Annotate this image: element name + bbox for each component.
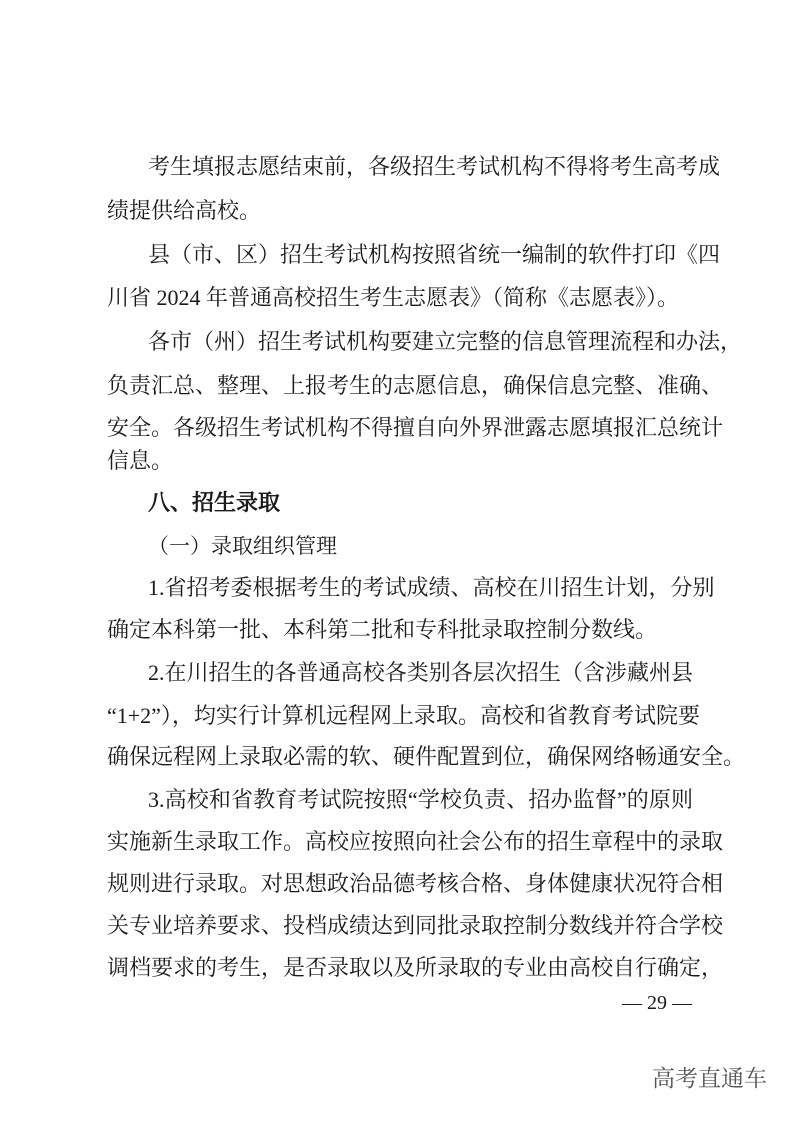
paragraph-line: 川省 2024 年普通高校招生考生志愿表》（简称《志愿表》）。 bbox=[107, 285, 680, 310]
paragraph-line: 安全。各级招生考试机构不得擅自向外界泄露志愿填报汇总统计 bbox=[107, 415, 724, 440]
paragraph-line: 信息。 bbox=[107, 448, 174, 473]
paragraph-line: 负责汇总、整理、上报考生的志愿信息，确保信息完整、准确、 bbox=[107, 373, 724, 398]
item-line: 实施新生录取工作。高校应按照向社会公布的招生章程中的录取 bbox=[107, 829, 724, 854]
paragraph-line: 各市（州）招生考试机构要建立完整的信息管理流程和办法， bbox=[148, 329, 743, 354]
paragraph-line: 考生填报志愿结束前，各级招生考试机构不得将考生高考成 bbox=[148, 154, 721, 179]
item-line: 规则进行录取。对思想政治品德考核合格、身体健康状况符合相 bbox=[107, 871, 724, 896]
item-line: 确定本科第一批、本科第二批和专科批录取控制分数线。 bbox=[107, 617, 658, 642]
item-line: 关专业培养要求、投档成绩达到同批录取控制分数线并符合学校 bbox=[107, 913, 724, 938]
section-heading: 八、招生录取 bbox=[148, 491, 281, 516]
paragraph-line: 县（市、区）招生考试机构按照省统一编制的软件打印《四 bbox=[148, 242, 721, 267]
item-line: 2.在川招生的各普通高校各类别各层次招生（含涉藏州县 bbox=[148, 660, 693, 685]
item-line: 确保远程网上录取必需的软、硬件配置到位，确保网络畅通安全。 bbox=[107, 744, 746, 769]
item-line: 1.省招考委根据考生的考试成绩、高校在川招生计划，分别 bbox=[148, 575, 715, 600]
watermark: 高考直通车 bbox=[652, 1066, 767, 1092]
item-line: 3.高校和省教育考试院按照“学校负责、招办监督”的原则 bbox=[148, 787, 693, 812]
item-line: “1+2”），均实行计算机远程网上录取。高校和省教育考试院要 bbox=[107, 703, 700, 728]
page-number: — 29 — bbox=[622, 992, 692, 1014]
subsection-heading: （一）录取组织管理 bbox=[148, 534, 337, 558]
item-line: 调档要求的考生，是否录取以及所录取的专业由高校自行确定， bbox=[107, 955, 724, 980]
paragraph-line: 绩提供给高校。 bbox=[107, 198, 262, 223]
